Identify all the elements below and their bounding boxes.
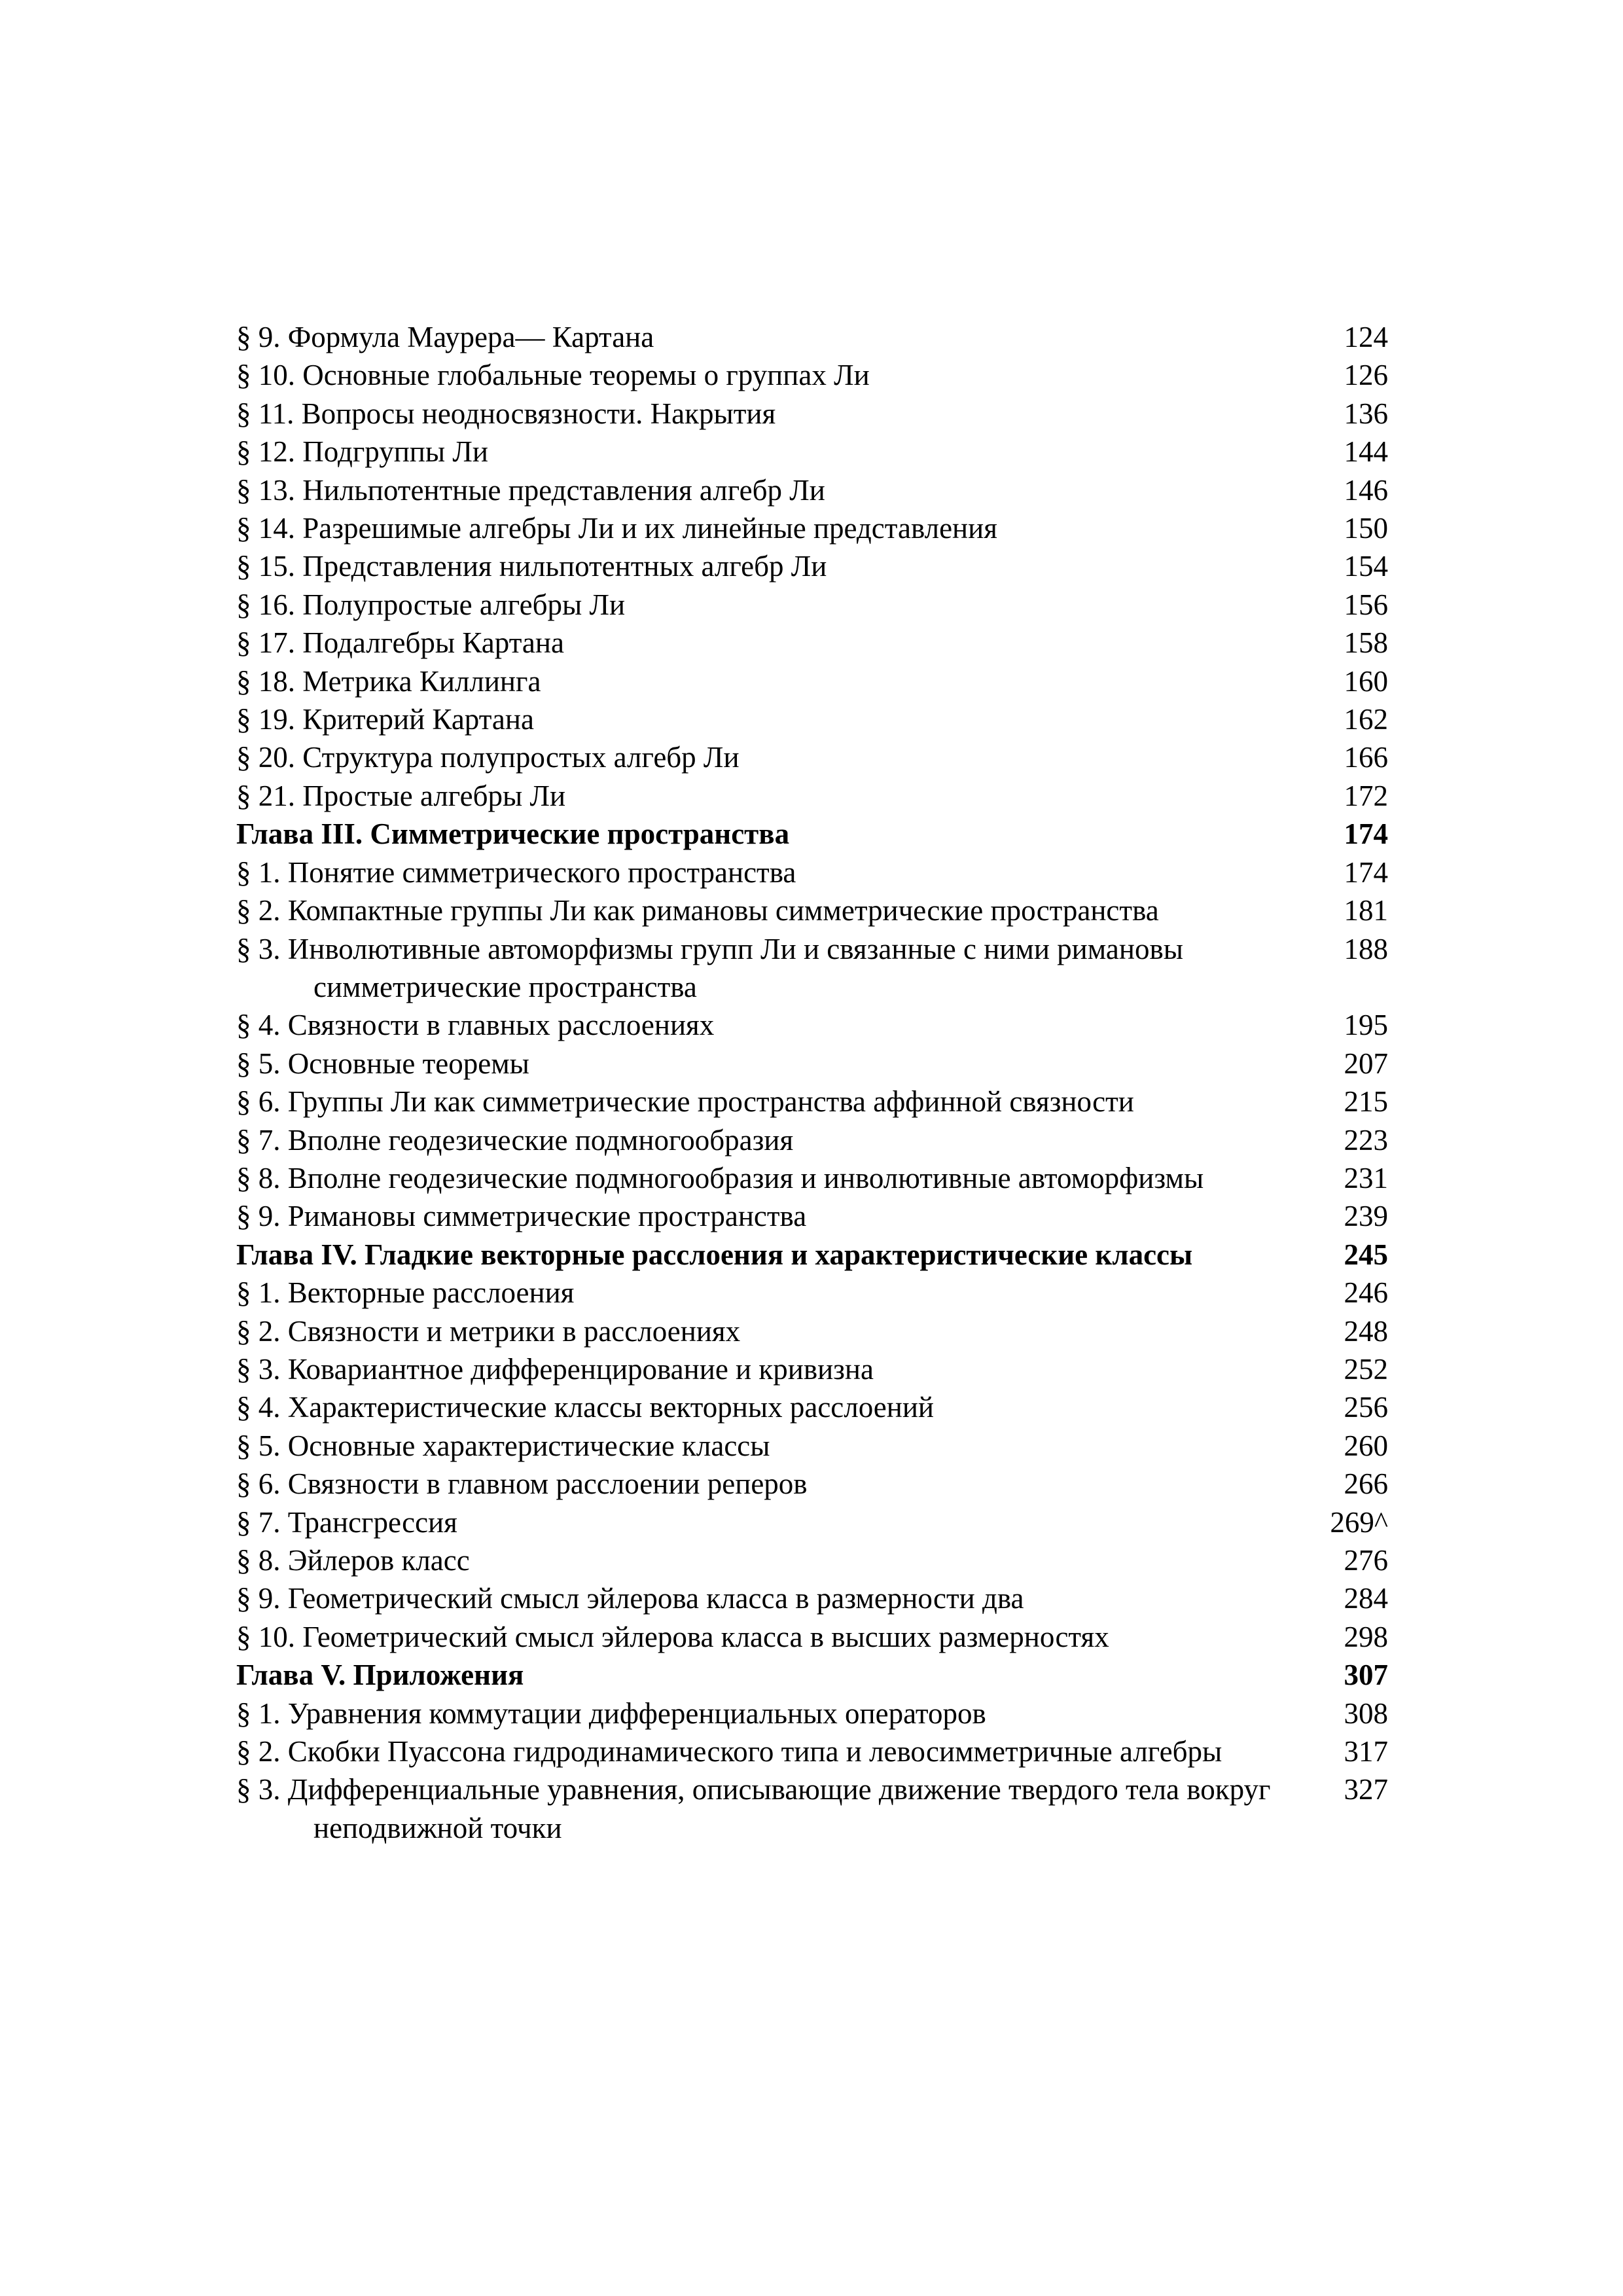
toc-entry [236, 1618, 1388, 1656]
toc-entry-page: 223 [1344, 1123, 1388, 1157]
toc-entry-page: 146 [1344, 473, 1388, 507]
toc-entry-page: 158 [1344, 626, 1388, 660]
toc-entry-title: § 9. Геометрический смысл эйлерова класса в размерности два [236, 1582, 1024, 1615]
toc-entry-page: 248 [1344, 1314, 1388, 1348]
toc-entry-title: § 1. Уравнения коммутации дифференциальных операторов [236, 1696, 986, 1730]
toc-entry-title: § 1. Понятие симметрического пространства [236, 855, 796, 889]
toc-entry-title: § 11. Вопросы неодносвязности. Накрытия [236, 397, 776, 430]
toc-entry-title: § 8. Вполне геодезические подмногообразия и инволютивные автоморфизмы [236, 1161, 1204, 1194]
table-of-contents [236, 318, 1388, 1847]
toc-entry-title: § 2. Связности и метрики в расслоениях [236, 1314, 741, 1348]
toc-entry [236, 471, 1388, 509]
toc-entry-page: 252 [1344, 1352, 1388, 1386]
toc-entry-page: 307 [1344, 1659, 1388, 1692]
toc-entry [236, 1541, 1388, 1579]
toc-entry [236, 586, 1388, 624]
toc-entry-page: 207 [1344, 1047, 1388, 1080]
toc-entry-title: § 3. Ковариантное дифференцирование и кривизна [236, 1352, 874, 1386]
toc-entry-page: 162 [1344, 703, 1388, 736]
toc-entry [236, 1350, 1388, 1388]
toc-chapter-entry [236, 1656, 1388, 1694]
toc-entry-title: § 10. Геометрический смысл эйлерова класса в высших размерностях [236, 1620, 1109, 1653]
toc-entry [236, 318, 1388, 356]
toc-entry-page: 150 [1344, 512, 1388, 545]
toc-entry [236, 1121, 1388, 1159]
toc-entry-title: § 8. Эйлеров класс [236, 1544, 470, 1577]
toc-entry-page: 260 [1344, 1429, 1388, 1462]
toc-entry-page: 174 [1344, 855, 1388, 889]
toc-entry-title: § 20. Структура полупростых алгебр Ли [236, 741, 740, 774]
toc-entry-title: § 2. Компактные группы Ли как римановы симметрические пространства [236, 894, 1159, 927]
toc-entry-page: 308 [1344, 1696, 1388, 1730]
toc-entry-title: § 19. Критерий Картана [236, 703, 534, 736]
toc-chapter-entry [236, 1236, 1388, 1274]
toc-entry-page: 317 [1344, 1735, 1388, 1768]
toc-entry-title: § 16. Полупростые алгебры Ли [236, 588, 626, 621]
toc-entry-page: 144 [1344, 435, 1388, 469]
toc-entry-page: 166 [1344, 741, 1388, 774]
toc-entry [236, 1388, 1388, 1426]
toc-entry [236, 1579, 1388, 1617]
toc-entry [236, 1197, 1388, 1235]
toc-entry-title: § 17. Подалгебры Картана [236, 626, 564, 660]
toc-entry-page: 269^ [1330, 1505, 1388, 1539]
toc-entry-title: § 7. Трансгрессия [236, 1505, 457, 1539]
toc-entry-title: § 18. Метрика Киллинга [236, 664, 541, 698]
toc-entry-page: 298 [1344, 1620, 1388, 1653]
toc-entry-title: § 21. Простые алгебры Ли [236, 779, 566, 812]
toc-entry [236, 662, 1388, 700]
toc-entry [236, 700, 1388, 738]
toc-entry-title: § 13. Нильпотентные представления алгебр Ли [236, 473, 825, 507]
toc-entry-page: 154 [1344, 550, 1388, 583]
toc-chapter-entry [236, 815, 1388, 853]
toc-entry [236, 1465, 1388, 1503]
toc-entry [236, 1083, 1388, 1121]
toc-entry-page: 126 [1344, 359, 1388, 392]
toc-entry [236, 509, 1388, 547]
toc-entry [236, 433, 1388, 471]
toc-entry-page: 284 [1344, 1582, 1388, 1615]
toc-entry-title: § 1. Векторные расслоения [236, 1276, 575, 1310]
toc-entry [236, 356, 1388, 394]
toc-entry-title: § 14. Разрешимые алгебры Ли и их линейные представления [236, 512, 997, 545]
toc-entry-page: 156 [1344, 588, 1388, 621]
toc-entry-title: § 3. Дифференциальные уравнения, описывающие движение твердого тела вокруг неподвижной точки [236, 1773, 1271, 1844]
toc-entry-page: 181 [1344, 894, 1388, 927]
toc-entry-title: Глава V. Приложения [236, 1659, 524, 1692]
toc-entry [236, 395, 1388, 433]
toc-entry-page: 239 [1344, 1200, 1388, 1233]
toc-entry [236, 1159, 1388, 1197]
toc-entry-title: § 12. Подгруппы Ли [236, 435, 488, 469]
toc-entry-title: § 9. Формула Маурера— Картана [236, 321, 654, 353]
toc-entry-page: 276 [1344, 1544, 1388, 1577]
toc-entry-page: 124 [1344, 321, 1388, 353]
toc-entry-page: 256 [1344, 1391, 1388, 1424]
toc-entry-page: 160 [1344, 664, 1388, 698]
toc-entry [236, 1770, 1388, 1847]
toc-entry-title: § 2. Скобки Пуассона гидродинамического типа и левосимметричные алгебры [236, 1735, 1222, 1768]
toc-entry [236, 738, 1388, 776]
toc-entry-page: 136 [1344, 397, 1388, 430]
toc-entry-title: § 4. Характеристические классы векторных расслоений [236, 1391, 935, 1424]
toc-entry-title: Глава III. Симметрические пространства [236, 817, 790, 851]
toc-entry-title: § 5. Основные теоремы [236, 1047, 529, 1080]
toc-entry-title: § 4. Связности в главных расслоениях [236, 1009, 715, 1042]
toc-entry-title: § 3. Инволютивные автоморфизмы групп Ли и связанные с ними римановы симметрические пространства [236, 932, 1183, 1003]
toc-entry-page: 327 [1344, 1773, 1388, 1806]
toc-entry-page: 195 [1344, 1009, 1388, 1042]
toc-entry [236, 1732, 1388, 1770]
toc-entry [236, 1045, 1388, 1083]
toc-entry-page: 174 [1344, 817, 1388, 851]
toc-entry-page: 266 [1344, 1467, 1388, 1501]
toc-entry [236, 1312, 1388, 1350]
toc-entry [236, 624, 1388, 662]
toc-entry [236, 1695, 1388, 1732]
toc-entry-title: § 6. Группы Ли как симметрические пространства аффинной связности [236, 1085, 1134, 1119]
toc-entry [236, 891, 1388, 929]
toc-entry-title: § 10. Основные глобальные теоремы о группах Ли [236, 359, 870, 392]
toc-entry-title: Глава IV. Гладкие векторные расслоения и характеристические классы [236, 1238, 1193, 1271]
toc-entry [236, 1503, 1388, 1541]
toc-entry-page: 188 [1344, 932, 1388, 965]
toc-entry [236, 930, 1388, 1007]
toc-entry-page: 231 [1344, 1161, 1388, 1194]
toc-entry [236, 853, 1388, 891]
toc-entry-title: § 9. Римановы симметрические пространства [236, 1200, 807, 1233]
toc-entry-page: 246 [1344, 1276, 1388, 1310]
toc-entry-title: § 6. Связности в главном расслоении реперов [236, 1467, 808, 1501]
toc-entry-page: 215 [1344, 1085, 1388, 1119]
toc-entry-title: § 7. Вполне геодезические подмногообразия [236, 1123, 794, 1157]
toc-entry-page: 172 [1344, 779, 1388, 812]
toc-entry [236, 547, 1388, 585]
toc-entry [236, 777, 1388, 815]
toc-entry-title: § 15. Представления нильпотентных алгебр Ли [236, 550, 827, 583]
toc-entry [236, 1006, 1388, 1044]
toc-entry-page: 245 [1344, 1238, 1388, 1271]
toc-entry-title: § 5. Основные характеристические классы [236, 1429, 770, 1462]
toc-entry [236, 1274, 1388, 1312]
toc-entry [236, 1427, 1388, 1465]
